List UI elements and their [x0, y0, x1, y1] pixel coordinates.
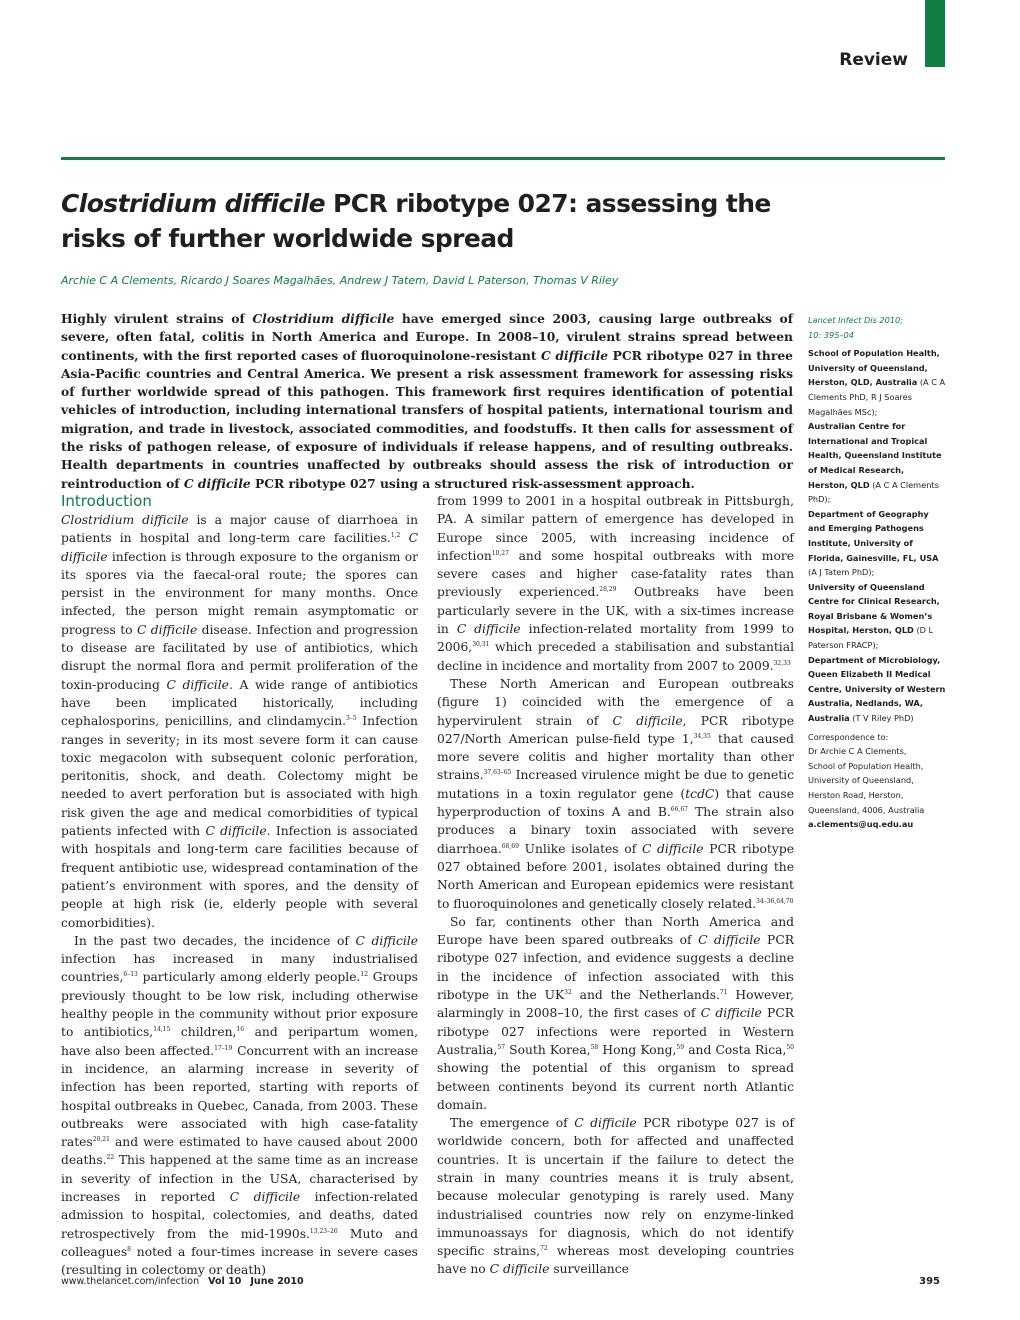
article-title	[61, 186, 791, 256]
paragraph: Clostridium difficile is a major cause of diarrhoea in patients in hospital and long-term care facilities.$^{1,2}$ C difficile infection is through exposure to the organism or its spores via the faecal-oral route; the spores can persist in the environment for many months. Once infected, the person might remain asymptomatic or progress to C difficile disease. Infection and progression to disease are facilitated by use of antibiotics, which disrupt the normal flora and permit proliferation of the toxin-producing C difficile. A wide range of antibiotics have been implicated historically, including cephalosporins, penicillins, and clindamycin.$^{3-5}$ Infection ranges in severity; in its most severe form it can cause toxic megacolon with subsequent colonic perforation, peritonitis, shock, and death. Colectomy might be needed to avert perforation but is associated with high risk given the age and medical comorbidities of typical patients infected with C difficile. Infection is associated with hospitals and long-term care facilities because of frequent antibiotic use, widespread contamination of the patient’s environment with spores, and the density of people at high risk (ie, elderly people with several comorbidities).	[61, 513, 418, 930]
paragraph: The emergence of C difficile PCR ribotype 027 is of worldwide concern, both for affected and unaffected countries. It is uncertain if the failure to detect the strain in many countries means it is truly absent, because molecular genotyping is rarely used. Many industrialised countries now rely on enzyme-linked immunoassays for diagnosis, which do not identify specific strains,$^{72}$ whereas most developing countries have no C difficile surveillance	[437, 1116, 795, 1277]
paragraph: In the past two decades, the incidence of C difficile infection has increased in many industrialised countries,$^{6-13}$ particularly among elderly people.$^{12}$ Groups previously thought to be low risk, including otherwise healthy people in the community without prior exposure to antibiotics,$^{14,15}$ children,$^{16}$ and peripartum women, have also been affected.$^{17-19}$ Concurrent with an increase in incidence, an alarming increase in severity of infection has been reported, starting with reports of hospital outbreaks in Quebec, Canada, from 2003. These outbreaks were associated with high case-fatality rates$^{20,21}$ and were estimated to have caused about 2000 deaths.$^{22}$ This happened at the same time as an increase in severity of infection in the USA, characterised by increases in reported C difficile infection-related admission to hospital, colectomies, and deaths, dated retrospectively from the mid-1990s.$^{13,23-26}$ Muto and colleagues$^8$ noted a four-times increase in severe cases (resulting in colectomy or death)	[61, 933, 419, 1278]
body-column-left	[61, 492, 418, 1279]
journal-url[interactable]: www.thelancet.com/infection	[61, 1276, 200, 1287]
author-list: Archie C A Clements, Ricardo J Soares Magalhães, Andrew J Tatem, David L Paterson, Thomas V Riley	[61, 274, 619, 287]
abstract: Highly virulent strains of Clostridium difficile have emerged since 2003, causing large outbreaks of severe, often fatal, colitis in North America and Europe. In 2008–10, virulent strains spread between continents, with the first reported cases of fluoroquinolone-resistant C difficile PCR ribotype 027 in three Asia-Pacific countries and Central America. We present a risk assessment framework for assessing risks of further worldwide spread of this pathogen. This framework first requires identification of potential vehicles of introduction, including international transfers of hospital patients, international tourism and migration, and trade in livestock, associated commodities, and foodstuffs. It then calls for assessment of the risks of pathogen release, of exposure of individuals if release happens, and of resulting outbreaks. Health departments in countries unaffected by outbreaks should assess the risk of introduction or reintroduction of C difficile PCR ribotype 027 using a structured risk-assessment approach.	[61, 311, 793, 491]
affiliation: Department of Microbiology, Queen Elizabeth II Medical Centre, University of Western Australia, Nedlands, WA, Australia (T V Riley PhD)	[808, 654, 946, 724]
section-color-tab	[925, 0, 945, 67]
affiliation: Australian Centre for International and Tropical Health, Queensland Institute of Medical Research, Herston, QLD (A C A Clements PhD);	[808, 421, 942, 505]
affiliation: University of Queensland Centre for Clinical Research, Royal Brisbane & Women’s Hospital, Herston, QLD (D L Paterson FRACP);	[808, 581, 940, 651]
footer-journal-info: www.thelancet.com/infection Vol 10 June 2010	[61, 1276, 304, 1287]
body-column-right	[437, 492, 794, 1279]
affiliation: Department of Geography and Emerging Pathogens Institute, University of Florida, Gainesville, FL, USA (A J Tatem PhD);	[808, 508, 939, 578]
correspondence-address: Dr Archie C A Clements, School of Population Health, University of Queensland, Herston Road, Herston, Queensland, 4006, Australia	[808, 746, 925, 815]
affiliation: School of Population Health, University of Queensland, Herston, QLD, Australia (A C A Clements PhD, R J Soares Magalhães MSc);	[808, 348, 946, 417]
citation: Lancet Infect Dis 2010; 10: 395–04	[808, 315, 903, 340]
sidebar	[808, 313, 946, 832]
header-rule	[61, 157, 945, 160]
paragraph: So far, continents other than North America and Europe have been spared outbreaks of C difficile PCR ribotype 027 infection, and evidence suggests a decline in the incidence of infection associated with this ribotype in the UK$^{32}$ and the Netherlands.$^{71}$ However, alarmingly in 2008–10, the first cases of C difficile PCR ribotype 027 infections were reported in Western Australia,$^{57}$ South Korea,$^{58}$ Hong Kong,$^{59}$ and Costa Rica,$^{50}$ showing the potential of this organism to spread between continents beyond its current north Atlantic domain.	[437, 914, 794, 1112]
section-label: Review	[839, 50, 908, 70]
section-heading-introduction: Introduction	[61, 492, 152, 510]
title-organism: Clostridium difficile	[61, 189, 325, 218]
correspondence-email[interactable]: a.clements@uq.edu.au	[808, 819, 914, 830]
title-rest: PCR ribotype 027: assessing the risks of further worldwide spread	[61, 189, 771, 253]
page-number: 395	[919, 1276, 940, 1287]
paragraph: These North American and European outbreaks (figure 1) coincided with the emergence of a hypervirulent strain of C difficile, PCR ribotype 027/North American pulse-field type 1,$^{34,35}$ that caused more severe colitis and higher mortality than other strains.$^{37,63-65}$ Increased virulence might be due to genetic mutations in a toxin regulator gene (tcdC) that cause hyperproduction of toxins A and B.$^{66,67}$ The strain also produces a binary toxin associated with severe diarrhoea.$^{68,69}$ Unlike isolates of C difficile PCR ribotype 027 obtained before 2001, isolates obtained during the North American and European epidemics were resistant to fluoroquinolones and genetically closely related.$^{34-36,64,70}$	[437, 676, 794, 911]
paragraph: from 1999 to 2001 in a hospital outbreak in Pittsburgh, PA. A similar pattern of emergence has developed in Europe since 2005, with increasing incidence of infection$^{10,27}$ and some hospital outbreaks with more severe cases and higher case-fatality rates than previously experienced.$^{28,29}$ Outbreaks have been particularly severe in the UK, with a six-times increase in C difficile infection-related mortality from 1999 to 2006,$^{30,31}$ which preceded a stabilisation and substantial decline in incidence and mortality from 2007 to 2009.$^{32,33}$	[437, 494, 794, 673]
correspondence-label: Correspondence to:	[808, 731, 889, 742]
